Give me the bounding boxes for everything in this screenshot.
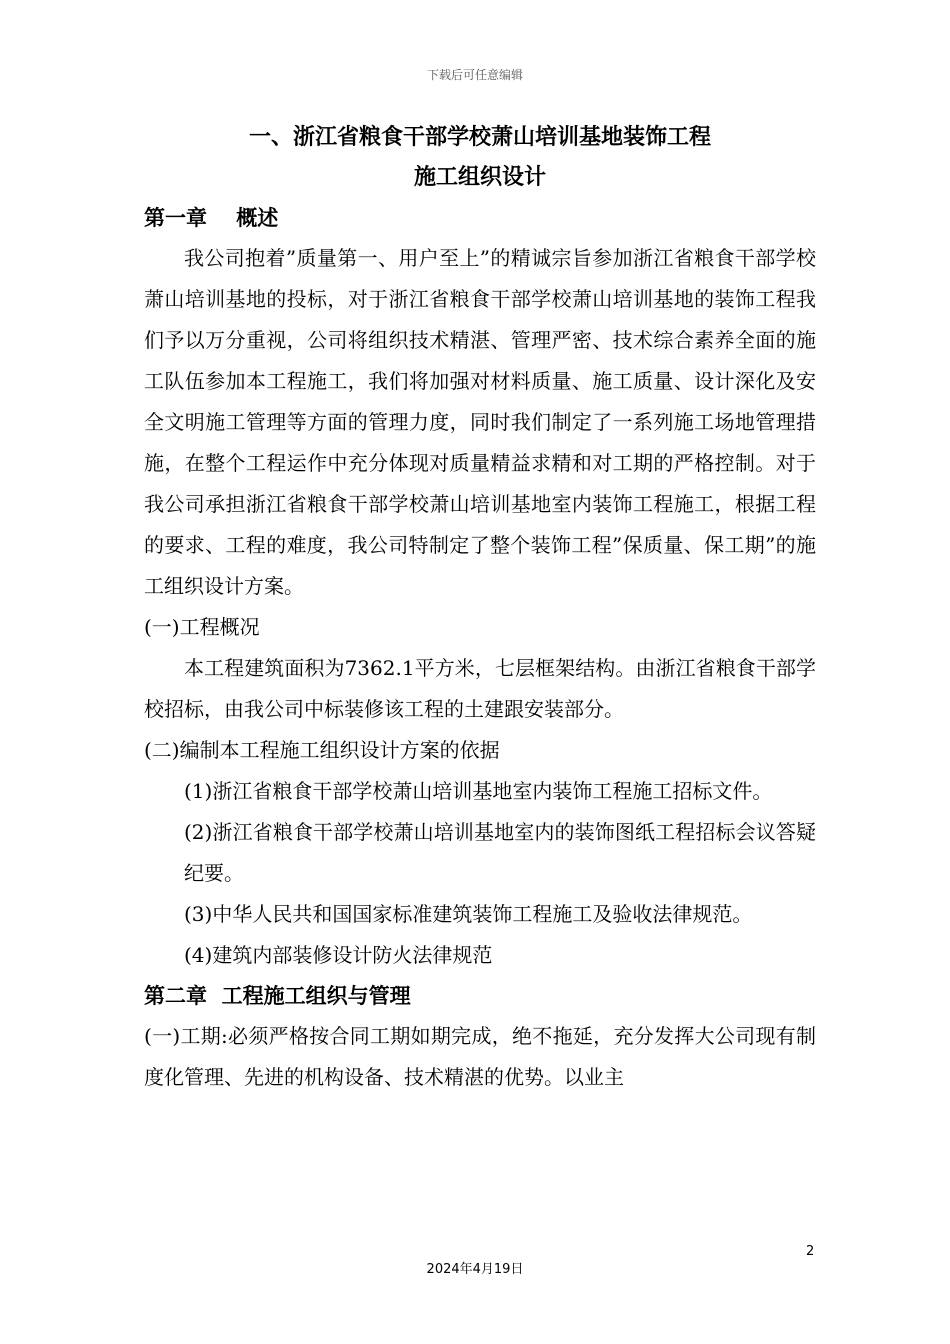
chapter-2-heading: 第二章 工程施工组织与管理 <box>144 984 411 1008</box>
document-title-line2: 施工组织设计 <box>413 165 546 190</box>
page-footer-date: 2024年4月19日 <box>426 1262 524 1277</box>
basis-item-1: (1)浙江省粮食干部学校萧山培训基地室内装饰工程施工招标文件。 <box>184 779 773 803</box>
document-body <box>144 118 816 1098</box>
section-2-heading: (二)编制本工程施工组织设计方案的依据 <box>144 738 500 762</box>
chapter-2-paragraph: (一)工期:必须严格按合同工期如期完成，绝不拖延，充分发挥大公司现有制度化管理、先进的机构设备、技术精湛的优势。以业主 <box>144 1024 816 1089</box>
basis-item-3: (3)中华人民共和国国家标准建筑装饰工程施工及验收法律规范。 <box>184 902 753 926</box>
section-1-paragraph: 本工程建筑面积为7362.1平方米，七层框架结构。由浙江省粮食干部学校招标，由我公司中标装修该工程的土建跟安装部分。 <box>144 656 816 721</box>
section-1-heading: (一)工程概况 <box>144 615 260 639</box>
page-header: 下载后可任意编辑 <box>426 68 523 82</box>
document-title-line1: 一、浙江省粮食干部学校萧山培训基地装饰工程 <box>248 125 711 150</box>
chapter-1-heading: 第一章 概述 <box>144 206 279 230</box>
basis-item-2: (2)浙江省粮食干部学校萧山培训基地室内的装饰图纸工程招标会议答疑纪要。 <box>184 820 816 885</box>
basis-item-4: (4)建筑内部装修设计防火法律规范 <box>184 943 493 967</box>
page-number: 2 <box>806 1244 815 1259</box>
chapter-1-paragraph: 我公司抱着”质量第一、用户至上”的精诚宗旨参加浙江省粮食干部学校萧山培训基地的投标，对于浙江省粮食干部学校萧山培训基地的装饰工程我们予以万分重视，公司将组织技术精湛、管理严密、技术综合素养全面的施工队伍参加本工程施工，我们将加强对材料质量、施工质量、设计深化及安全文明施工管理等方面的管理力度，同时我们制定了一系列施工场地管理措施，在整个工程运作中充分体现对质量精益求精和对工期的严格控制。对于我公司承担浙江省粮食干部学校萧山培训基地室内装饰工程施工，根据工程的要求、工程的难度，我公司特制定了整个装饰工程”保质量、保工期”的施工组织设计方案。 <box>144 246 816 598</box>
